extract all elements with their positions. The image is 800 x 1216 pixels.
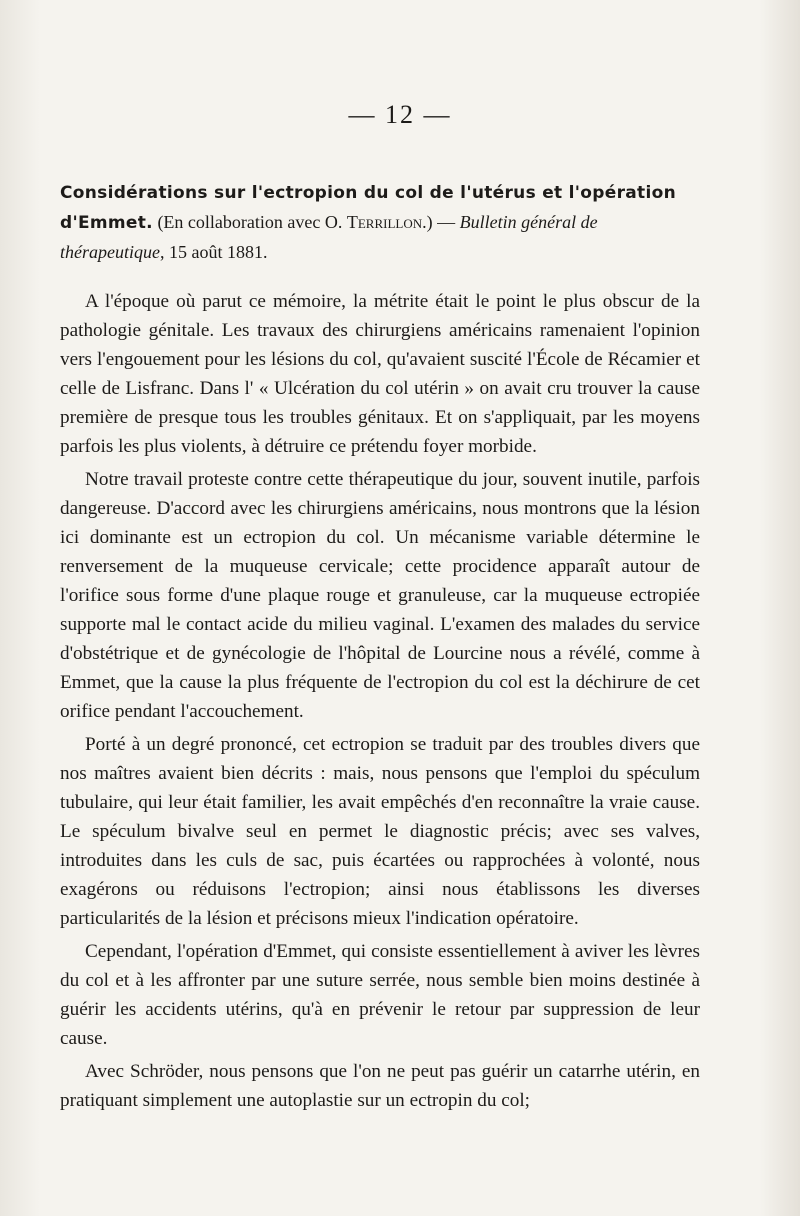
- paragraph: Cependant, l'opération d'Emmet, qui consiste essentiellement à aviver les lèvres du col et à les affronter par une suture serrée, nous semble bien moins destinée à guérir les accidents utérins, qu'à en prévenir le retour par suppression de leur cause.: [60, 941, 700, 1049]
- paragraph: Notre travail proteste contre cette thérapeutique du jour, souvent inutile, parfois dangereuse. D'accord avec les chirurgiens américains, nous montrons que la lésion ici dominante est un ectropion du col. Un mécanisme variable détermine le renversement de la muqueuse cervicale; cette procidence apparaît autour de l'orifice sous forme d'une plaque rouge et granuleuse, car la muqueuse ectropiée supporte mal le contact acide du milieu vaginal. L'examen des malades du service d'obstétrique et de gynécologie de l'hôpital de Lourcine nous a révélé, comme à Emmet, que la cause la plus fréquente de l'ectropion du col est la déchirure de cet orifice pendant l'accouchement.: [60, 469, 700, 722]
- entry-journal: Bulletin général de thérapeutique: [60, 212, 598, 262]
- bibliographic-entry: [60, 178, 700, 267]
- paragraph: Porté à un degré prononcé, cet ectropion se traduit par des troubles divers que nos maîtres avaient bien décrits : mais, nous pensons que l'emploi du spéculum tubulaire, qui leur était familier, les avait empêchés d'en reconnaître la vraie cause. Le spéculum bivalve seul en permet le diagnostic précis; avec ses valves, introduites dans les culs de sac, puis écartées ou rapprochées à volonté, nous exagérons ou réduisons l'ectropion; ainsi nous établissons les diverses particularités de la lésion et précisons mieux l'indication opératoire.: [60, 734, 700, 929]
- body-text: [60, 287, 700, 1115]
- entry-collab-name: Terrillon: [346, 212, 423, 232]
- paragraph: A l'époque où parut ce mémoire, la métrite était le point le plus obscur de la pathologie génitale. Les travaux des chirurgiens américains ramenaient l'opinion vers l'engouement pour les lésions du col, qu'avaient suscité l'École de Récamier et celle de Lisfranc. Dans l' « Ulcération du col utérin » on avait cru trouver la cause première de presque tous les troubles génitaux. Et on s'appliquait, par les moyens parfois les plus violents, à détruire ce prétendu foyer morbide.: [60, 291, 700, 457]
- entry-date: , 15 août 1881.: [159, 242, 268, 262]
- paragraph: Avec Schröder, nous pensons que l'on ne peut pas guérir un catarrhe utérin, en pratiquant simplement une autoplastie sur un ectropin du col;: [60, 1061, 700, 1111]
- entry-collab-suffix: .) —: [422, 212, 456, 232]
- page-number: — 12 —: [348, 100, 452, 129]
- entry-collab-prefix: (En collaboration avec O.: [157, 212, 343, 232]
- entry-title: Considérations sur l'ectropion du col de l'utérus et l'opération d'Emmet.: [60, 183, 676, 233]
